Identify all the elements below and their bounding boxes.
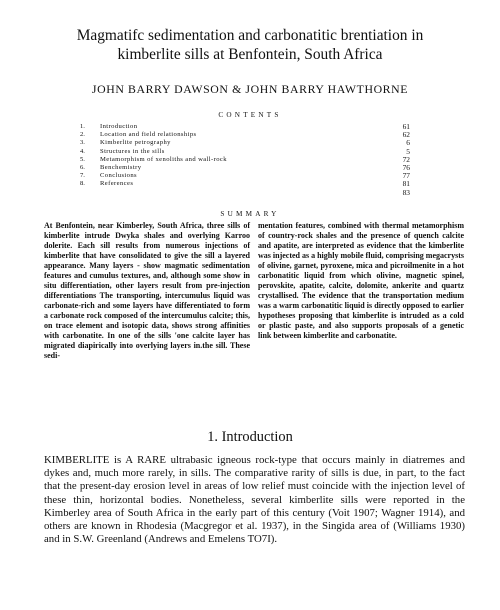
toc-row bbox=[80, 131, 410, 139]
toc-label: Introduction bbox=[100, 123, 138, 130]
toc-page: 5 bbox=[406, 146, 410, 156]
toc-label: Location and field relationships bbox=[100, 131, 197, 139]
toc-page: 61 bbox=[402, 122, 410, 131]
toc-number: 2. bbox=[80, 131, 85, 139]
toc-page: 62 bbox=[402, 130, 410, 140]
toc-row bbox=[80, 189, 410, 197]
toc-row bbox=[80, 180, 410, 188]
toc-number: 7. bbox=[80, 172, 85, 180]
toc-number: 4. bbox=[80, 147, 85, 155]
toc-number: 3. bbox=[80, 139, 85, 147]
table-of-contents bbox=[80, 123, 410, 197]
paper-title bbox=[18, 26, 482, 64]
title-line-2: kimberlite sills at Benfontein, South Africa bbox=[117, 46, 383, 63]
toc-page: 72 bbox=[402, 154, 410, 164]
toc-label: Metamorphism of xenoliths and wall-rock bbox=[100, 155, 227, 163]
toc-row bbox=[80, 164, 410, 172]
toc-label: Kimberlite petrography bbox=[100, 139, 171, 147]
toc-label: Structures in the sills bbox=[100, 147, 165, 155]
toc-label: References bbox=[100, 180, 134, 188]
toc-row bbox=[80, 148, 410, 156]
toc-page: 77 bbox=[402, 171, 410, 181]
toc-row bbox=[80, 123, 410, 131]
toc-page: 76 bbox=[402, 162, 410, 172]
toc-number: 1. bbox=[80, 123, 85, 130]
author-line: JOHN BARRY DAWSON & JOHN BARRY HAWTHORNE bbox=[91, 82, 409, 96]
abstract-column-right: mentation features, combined with thermal metamorphism of country-rock shales and the presence of quench calcite and apatite, are interpreted as evidence that the kimberlite was injected as a highly mobile fluid, comprising megacrysts of olivine, garnet, pyroxene, mica and picroilmenite in a hot carbonatitic liquid from which olivine, magnetic spinel, perovskite, apatite, calcite, dolomite, ankerite and quartz crystallised. The evidence that the transportation medium was a warm carbonatitic liquid is directly opposed to earlier hypotheses proposing that kimberlite is intruded as a cold or plastic paste, and also supports proposals of a genetic link between kimberlite and carbonatite. bbox=[258, 221, 464, 340]
toc-number: 6. bbox=[80, 163, 85, 171]
toc-row bbox=[80, 172, 410, 180]
toc-page: 83 bbox=[402, 187, 410, 197]
contents-heading: CONTENTS bbox=[218, 111, 282, 119]
abstract-column-left: At Benfontein, near Kimberley, South Africa, three sills of kimberlite intrude Dwyka shales and overlying Karroo dolerite. Each sill results from numerous injections of kimberlite that have consolidated to give the sill a layered appearance. Many layers - show magmatic sedimentation features and cumulus textures, and, although some show in situ differentiation, other layers result from pre-injection differentiations The transporting, intercumulus liquid was carbonate-rich and some layers have differentiated to form a carbonate rock composed of the intercumulus calcite; this, on trace element and isotopic data, shows strong affinities with carbonatite. In one of the sills 'one calcite layer has migrated diapirically into overlying layers in.the sill. These sedi- bbox=[44, 221, 250, 360]
toc-row bbox=[80, 139, 410, 147]
toc-page: 6 bbox=[406, 138, 410, 148]
introduction-paragraph: KIMBERLITE is A RARE ultrabasic igneous rock-type that occurs mainly in diatremes and dykes and, much more rarely, in sills. The comparative rarity of sills is due, in part, to the fact that the present-day erosion level in areas of low relief must coincide with the injection level of these thin, horizontal bodies. Nonetheless, several kimberlite sills were reported in the Kimberley area of South Africa in the early part of this century (Voit 1907; Wagner 1914), and others are known in Rhodesia (Macgregor et al. 1937), in the Singida area of (Williams 1930) and in S.W. Greenland (Andrews and Emelens TO7I). bbox=[44, 454, 465, 546]
toc-row bbox=[80, 156, 410, 164]
section-heading: 1. Introduction bbox=[207, 429, 293, 445]
toc-number: 5. bbox=[80, 155, 85, 163]
toc-label: Benchemistry bbox=[100, 163, 142, 171]
summary-heading: SUMMARY bbox=[220, 210, 280, 218]
toc-label: Conclusions bbox=[100, 172, 138, 180]
toc-page: 81 bbox=[402, 179, 410, 189]
title-line-1: Magmatifc sedimentation and carbonatitic brentiation in bbox=[76, 27, 424, 44]
toc-number: 8. bbox=[80, 180, 85, 188]
